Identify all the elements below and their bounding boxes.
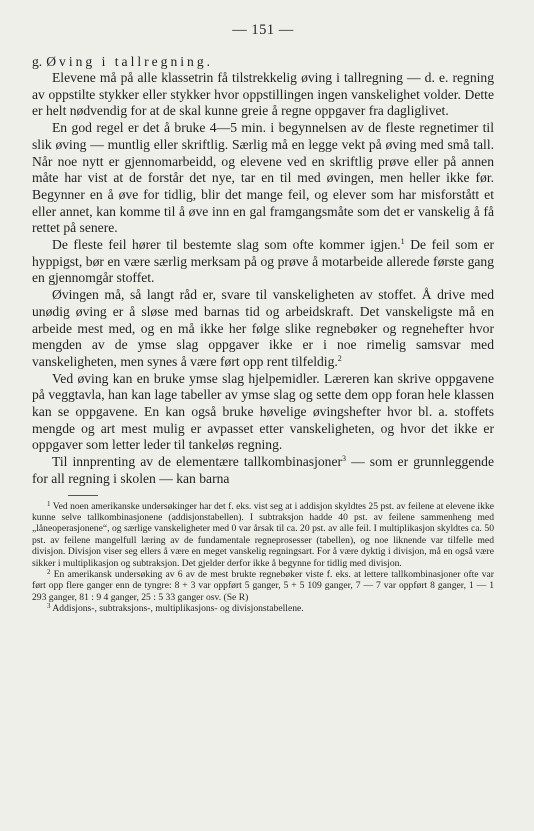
footnote-text: Ved noen amerikanske undersøkinger har det f. eks. vist seg at i addisjon skyldtes 25 pst. av feilene at elevene ikke kunne selve tallkombinasjonene (addisjonstabellen). I subtraksjon hadde 40 pst. av feilene sammenheng med „låneoperasjonene“, og særlige vanskeligheter med 0 var årsak til ca. 20 pst. av alle feil. I multiplikasjon skyldtes ca. 50 pst. av feilene mangelfull læring av de fundamentale regneprosesser (tabellen), og noe liknende var tilfelle med divisjon. Divisjon viser seg ellers å være en meget vanskelig regningsart. For å være dyktig i divisjon, må en også være sikker i multiplikasjon og subtraksjon. Det gjelder derfor ikke å begynne for tidlig med divisjon. — [32, 500, 494, 569]
footnote-number: 2 — [47, 568, 51, 577]
paragraph — [32, 371, 494, 455]
paragraph-text: En god regel er det å bruke 4—5 min. i begynnelsen av de fleste regnetimer til slik øving — muntlig eller skriftlig. Særlig må en legge vekt på øving med små tall. Når noe nytt er gjennomarbeidd, og elevene ved en skriftlig prøve eller på annen måte har vist at de forstår det nye, tar en til med øvingen, men heller ikke før. Begynner en å øve for tidlig, blir det mange feil, og elever som har misforstått et eller annet, kan komme til å øve inn en gal framgangsmåte som det er vanskelig å få rettet på senere. — [32, 120, 494, 236]
footnote-ref: 2 — [337, 353, 342, 363]
paragraph — [32, 237, 494, 287]
footnote-number: 3 — [47, 602, 51, 611]
paragraph-text: De feil som er hyppigst, bør en være særlig merksam på og prøve å motarbeide allerede første gang en gjennomgår stoffet. — [32, 237, 495, 286]
page-number: — 151 — — [232, 22, 294, 38]
paragraph-text: — som er grunnleggende for all regning i skolen — kan barna — [32, 454, 494, 486]
paragraph-text: Ved øving kan en bruke ymse slag hjelpemidler. Læreren kan skrive oppgavene på veggtavla, han kan lage tabeller av ymse slag og sette dem opp foran hele klassen kan se oppgavene. En kan også bruke høvelige øvingshefter hvor bl. a. stoffets mengde og art mest mulig er avpasset etter vanskeligheten, og hvor det ikke er oppgaver som letter leder til tankeløs regning. — [32, 370, 494, 453]
footnote-ref: 1 — [400, 237, 405, 247]
paragraph-text: De fleste feil hører til bestemte slag som ofte kommer igjen. — [52, 237, 401, 253]
section-title: Øving i tallregning. — [46, 54, 214, 69]
footnote — [32, 603, 494, 614]
footnote-number: 1 — [47, 499, 51, 508]
paragraph — [32, 70, 494, 120]
paragraph-text: Elevene må på alle klassetrin få tilstrekkelig øving i tallregning — d. e. regning av oppstilte stykker eller stykker hvor oppstillingen ingen vanskelighet volder. Dette er helt nødvendig for at de skal kunne greie å regne oppgaver fra dagliglivet. — [32, 70, 494, 119]
paragraph — [32, 120, 494, 237]
paragraph — [32, 454, 494, 487]
footnote-text: Addisjons-, subtraksjons-, multiplikasjons- og divisjonstabellene. — [52, 603, 304, 615]
footnote — [32, 569, 494, 603]
footnote-divider — [68, 495, 98, 496]
section-label: g. — [32, 54, 43, 69]
paragraph — [32, 287, 494, 371]
paragraph-text: Øvingen må, så langt råd er, svare til vanskeligheten av stoffet. Å drive med unødig øving er å sløse med barnas tid og arbeidskraft. Det vanskeligste må en arbeide mest med, og en må ikke her følge slike regnebøker og regnehefter hvor mengden av de ymse slag oppgaver ikke er i noe rimelig samsvar med vanskeligheten, men synes å være ført opp rent tilfeldig. — [32, 287, 494, 369]
footnote — [32, 501, 494, 569]
paragraph-text: Til innprenting av de elementære tallkombinasjoner — [52, 454, 343, 470]
footnote-text: En amerikansk undersøking av 6 av de mest brukte regnebøker viste f. eks. at lettere tallkombinasjoner ofte var ført opp flere ganger enn de tyngre: 8 + 3 var oppført 5 ganger, 5 + 5 109 ganger, 7 — 7 var oppført 8 ganger, 1 — 1 293 ganger, 81 : 9 4 ganger, 25 : 5 33 ganger osv. (Se R) — [32, 569, 494, 603]
footnote-ref: 3 — [342, 454, 347, 464]
section-heading — [32, 53, 494, 70]
